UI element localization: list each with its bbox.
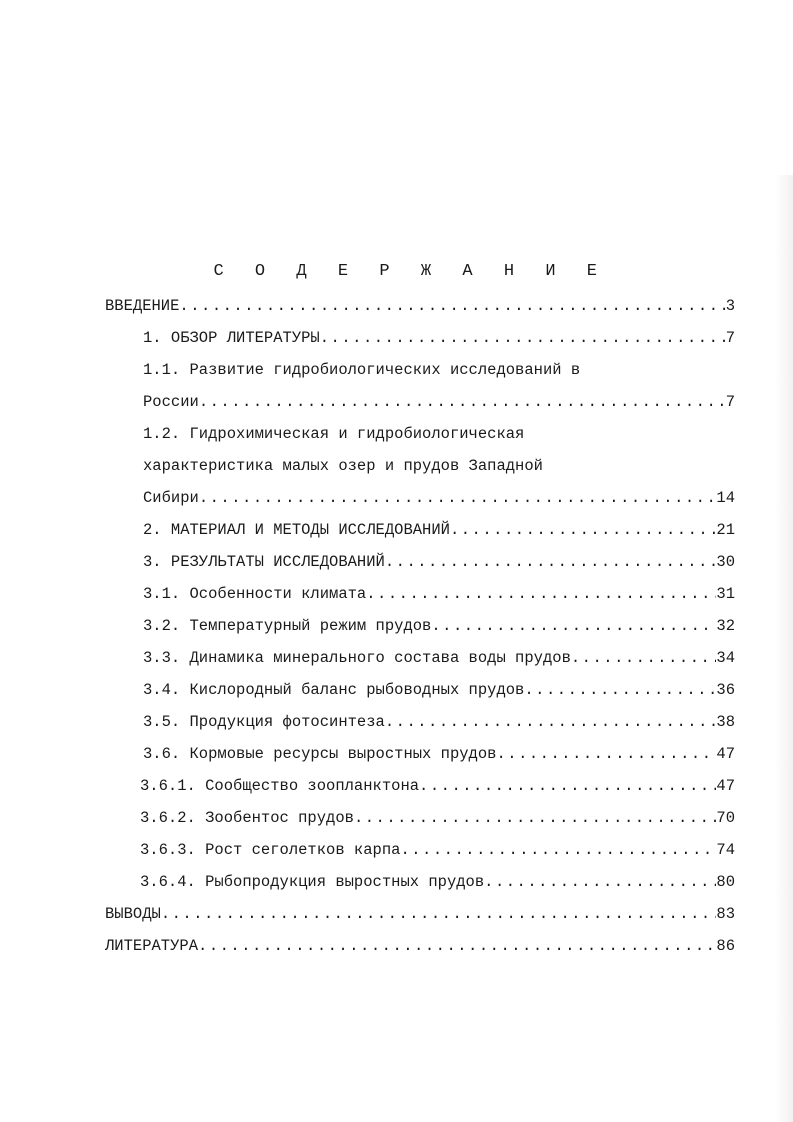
toc-page-number: 70 bbox=[716, 809, 735, 827]
toc-entry-text: 3.6.1. Сообщество зоопланктона bbox=[140, 777, 420, 795]
toc-entry-text: 3.5. Продукция фотосинтеза bbox=[143, 713, 385, 731]
toc-entry-text: 3.6. Кормовые ресурсы выростных прудов bbox=[143, 745, 497, 763]
toc-page-number: 31 bbox=[716, 585, 735, 603]
toc-leader-dots bbox=[385, 712, 717, 732]
toc-leader-dots bbox=[385, 552, 717, 572]
toc-entry-chapter-1 bbox=[143, 322, 735, 348]
toc-page-number: 83 bbox=[716, 905, 735, 923]
toc-entry-chapter-3 bbox=[143, 546, 735, 572]
toc-leader-dots bbox=[431, 616, 716, 636]
toc-leader-dots bbox=[199, 488, 717, 508]
toc-entry-conclusions bbox=[105, 898, 735, 924]
toc-page-number: 21 bbox=[716, 521, 735, 539]
toc-entry-text: 3.2. Температурный режим прудов bbox=[143, 617, 432, 635]
toc-entry-text: России bbox=[143, 393, 199, 411]
toc-leader-dots bbox=[198, 936, 716, 956]
toc-entry-3-6-4 bbox=[140, 866, 735, 892]
toc-entry-text: 3. РЕЗУЛЬТАТЫ ИССЛЕДОВАНИЙ bbox=[143, 553, 385, 571]
toc-entry-1-2-line-1 bbox=[143, 418, 735, 444]
toc-page-number: 30 bbox=[716, 553, 735, 571]
toc-entry-text: 3.6.2. Зообентос прудов bbox=[140, 809, 354, 827]
toc-entry-3-6-2 bbox=[140, 802, 735, 828]
toc-entry-text: 3.6.3. Рост сеголетков карпа bbox=[140, 841, 401, 859]
toc-entry-text: 2. МАТЕРИАЛ И МЕТОДЫ ИССЛЕДОВАНИЙ bbox=[143, 521, 450, 539]
toc-entry-chapter-2 bbox=[143, 514, 735, 540]
toc-page-number: 32 bbox=[716, 617, 735, 635]
toc-leader-dots bbox=[450, 520, 716, 540]
toc-entry-3-5 bbox=[143, 706, 735, 732]
toc-entry-text: 1.1. Развитие гидробиологических исследований в bbox=[143, 361, 581, 379]
toc-entry-1-1-line-1 bbox=[143, 354, 735, 380]
toc-entry-3-6 bbox=[143, 738, 735, 764]
toc-entry-3-3 bbox=[143, 642, 735, 668]
toc-page-number: 47 bbox=[716, 777, 735, 795]
toc-page-number: 36 bbox=[716, 681, 735, 699]
toc-leader-dots bbox=[320, 328, 726, 348]
toc-page-number: 47 bbox=[716, 745, 735, 763]
toc-leader-dots bbox=[161, 904, 717, 924]
toc-page-number: 34 bbox=[716, 649, 735, 667]
toc-entry-introduction bbox=[105, 290, 735, 316]
toc-page-number: 14 bbox=[716, 489, 735, 507]
toc-entry-text: Сибири bbox=[143, 489, 199, 507]
toc-title: С О Д Е Р Ж А Н И Е bbox=[213, 262, 608, 281]
toc-page-number: 3 bbox=[725, 297, 735, 315]
toc-entry-text: 3.3. Динамика минерального состава воды прудов bbox=[143, 649, 571, 667]
toc-page-number: 74 bbox=[716, 841, 735, 859]
toc-leader-dots bbox=[179, 296, 725, 316]
toc-leader-dots bbox=[524, 680, 716, 700]
toc-entry-text: 3.1. Особенности климата bbox=[143, 585, 367, 603]
toc-entry-1-2-line-3 bbox=[143, 482, 735, 508]
toc-entry-text: ВЫВОДЫ bbox=[105, 905, 161, 923]
toc-entry-text: ВВЕДЕНИЕ bbox=[105, 297, 180, 315]
toc-page-number: 80 bbox=[716, 873, 735, 891]
toc-leader-dots bbox=[354, 808, 716, 828]
toc-entry-3-4 bbox=[143, 674, 735, 700]
toc-entry-text: 3.6.4. Рыбопродукция выростных прудов bbox=[140, 873, 485, 891]
toc-entry-references bbox=[105, 930, 735, 956]
toc-leader-dots bbox=[366, 584, 716, 604]
toc-entry-text: 1. ОБЗОР ЛИТЕРАТУРЫ bbox=[143, 329, 320, 347]
toc-entry-text: 1.2. Гидрохимическая и гидробиологическая bbox=[143, 425, 525, 443]
toc-leader-dots bbox=[484, 872, 716, 892]
toc-page-number: 7 bbox=[725, 393, 735, 411]
toc-leader-dots bbox=[419, 776, 716, 796]
toc-entry-3-1 bbox=[143, 578, 735, 604]
toc-leader-dots bbox=[199, 392, 726, 412]
toc-page-number: 86 bbox=[716, 937, 735, 955]
toc-entry-text: характеристика малых озер и прудов Западной bbox=[143, 457, 543, 475]
toc-leader-dots bbox=[571, 648, 717, 668]
toc-entry-3-2 bbox=[143, 610, 735, 636]
toc-entry-text: 3.4. Кислородный баланс рыбоводных прудов bbox=[143, 681, 525, 699]
toc-entry-1-2-line-2 bbox=[143, 450, 735, 476]
toc-page-number: 7 bbox=[725, 329, 735, 347]
toc-leader-dots bbox=[496, 744, 716, 764]
toc-leader-dots bbox=[400, 840, 716, 860]
toc-entry-text: ЛИТЕРАТУРА bbox=[105, 937, 199, 955]
toc-entry-1-1-line-2 bbox=[143, 386, 735, 412]
toc-page-number: 38 bbox=[716, 713, 735, 731]
toc-entry-3-6-1 bbox=[140, 770, 735, 796]
toc-entry-3-6-3 bbox=[140, 834, 735, 860]
